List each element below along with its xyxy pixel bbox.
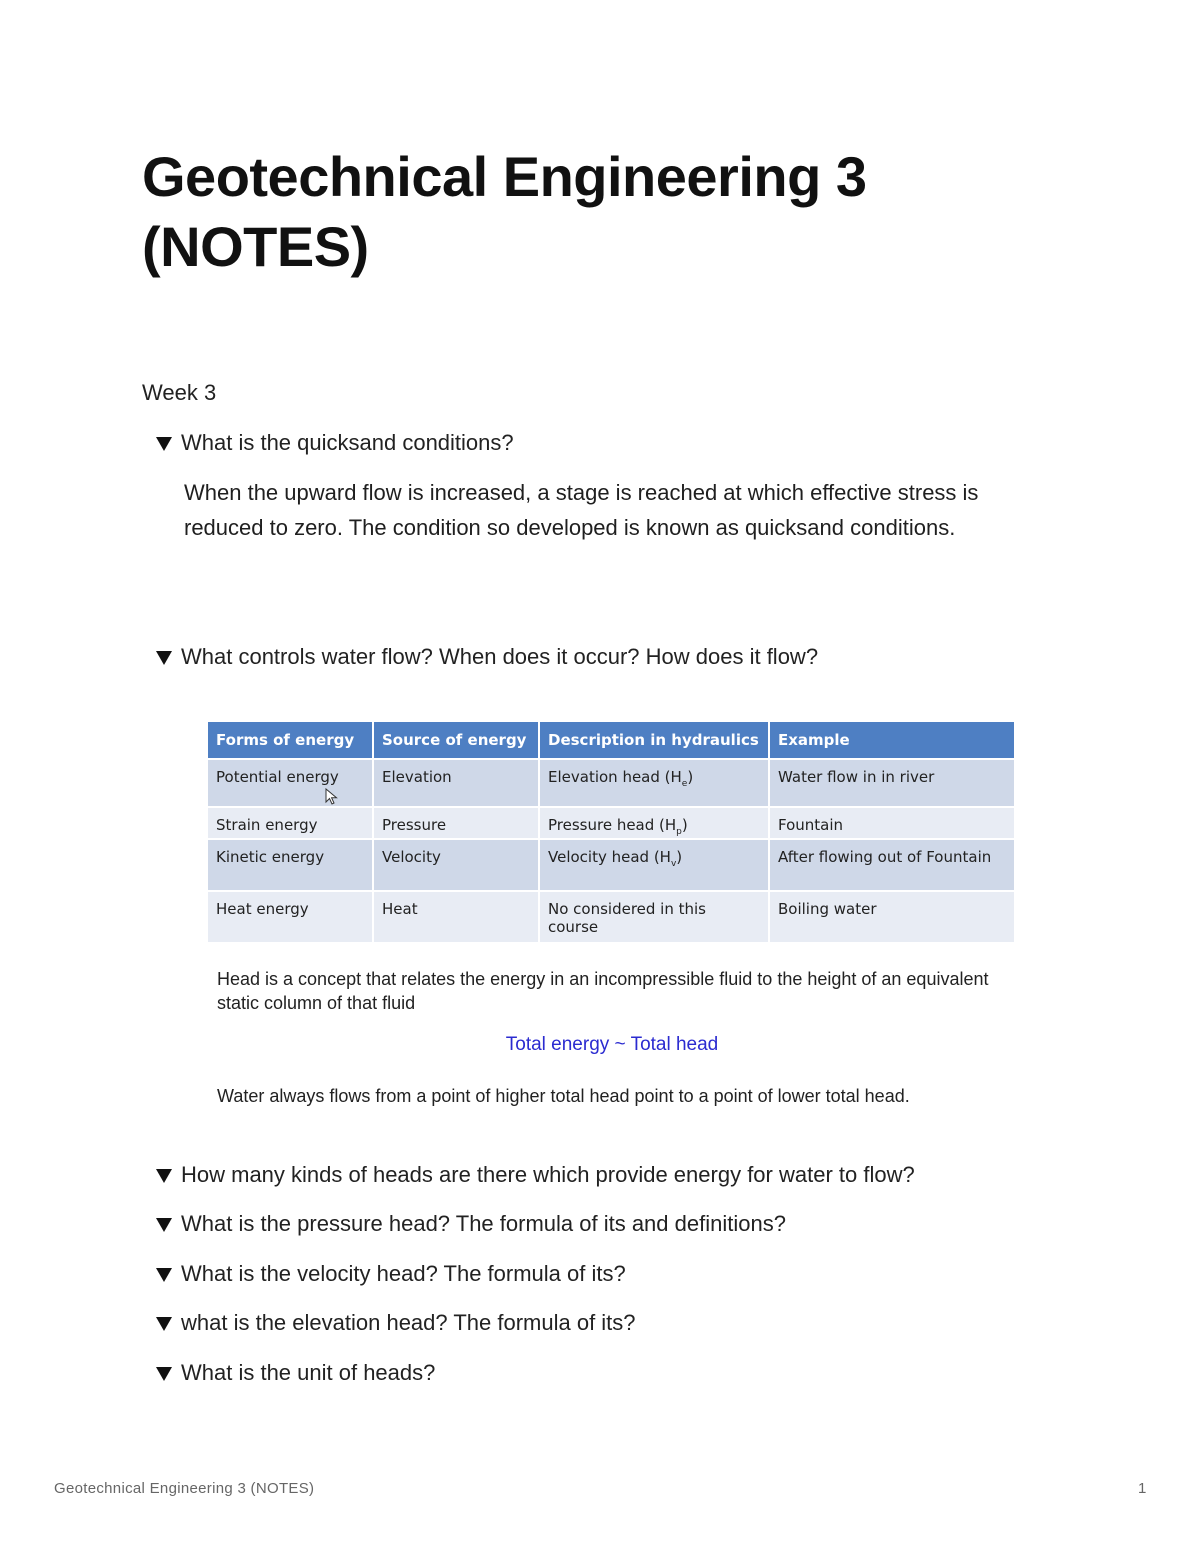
- table-cell: Elevation head $(H_e)$: [539, 759, 769, 807]
- toggle-triangle-icon[interactable]: [156, 1268, 172, 1282]
- toggle-triangle-icon[interactable]: [156, 1317, 172, 1331]
- head-definition-text: Head is a concept that relates the energy in an incompressible fluid to the height of an equivalent static column of that fluid: [217, 969, 989, 1013]
- toggle-question: How many kinds of heads are there which provide energy for water to flow?: [181, 1162, 915, 1187]
- page-number: 1: [1138, 1480, 1147, 1497]
- table-row: [208, 891, 1014, 943]
- toggle-question: what is the elevation head? The formula of its?: [181, 1310, 636, 1335]
- toggle-elevation-head[interactable]: [156, 1310, 636, 1336]
- table-cell: Water flow in in river: [769, 759, 1014, 807]
- toggle-question: What is the quicksand conditions?: [181, 430, 514, 455]
- table-row: [208, 807, 1014, 839]
- table-header: Example: [769, 722, 1014, 759]
- table-header: Source of energy: [373, 722, 539, 759]
- table-header: Forms of energy: [208, 722, 373, 759]
- table-header-row: [208, 722, 1014, 759]
- toggle-question: What controls water flow? When does it occur? How does it flow?: [181, 644, 819, 669]
- footer-title: Geotechnical Engineering 3 (NOTES): [54, 1480, 315, 1497]
- table-cell: Kinetic energy: [208, 839, 373, 891]
- toggle-question: What is the velocity head? The formula of its?: [181, 1261, 626, 1286]
- table-cell: Velocity head $(H_v)$: [539, 839, 769, 891]
- toggle-water-flow[interactable]: [156, 644, 818, 670]
- page-title: Geotechnical Engineering 3 (NOTES): [142, 145, 867, 278]
- table-cell: After flowing out of Fountain: [769, 839, 1014, 891]
- table-row: [208, 839, 1014, 891]
- toggle-unit-of-heads[interactable]: [156, 1360, 435, 1386]
- toggle-quicksand[interactable]: [156, 430, 514, 456]
- table-cell: Elevation: [373, 759, 539, 807]
- head-subscript: v: [670, 859, 677, 869]
- total-energy-equation: Total energy ~ Total head: [505, 1034, 719, 1055]
- head-label: Elevation head (H: [548, 768, 682, 786]
- table-cell: Heat energy: [208, 891, 373, 943]
- energy-table: [208, 722, 1014, 944]
- table-cell: Pressure head $(H_p)$: [539, 807, 769, 839]
- head-label: Velocity head (H: [548, 848, 671, 866]
- table-cell: Velocity: [373, 839, 539, 891]
- toggle-triangle-icon[interactable]: [156, 1218, 172, 1232]
- toggle-question: What is the pressure head? The formula of its and definitions?: [181, 1211, 786, 1236]
- head-subscript: p: [676, 827, 682, 837]
- head-subscript: e: [681, 779, 688, 789]
- table-header: Description in hydraulics: [539, 722, 769, 759]
- table-cell: Fountain: [769, 807, 1014, 839]
- table-cell: Pressure: [373, 807, 539, 839]
- toggle-triangle-icon[interactable]: [156, 651, 172, 665]
- toggle-triangle-icon[interactable]: [156, 1169, 172, 1183]
- toggle-question: What is the unit of heads?: [181, 1360, 436, 1385]
- toggle-pressure-head[interactable]: [156, 1211, 786, 1237]
- toggle-kinds-of-heads[interactable]: [156, 1162, 915, 1188]
- energy-slide-image: [208, 722, 1016, 1122]
- table-cell: Strain energy: [208, 807, 373, 839]
- head-label: Pressure head (H: [548, 816, 677, 834]
- table-cell: No considered in this course: [539, 891, 769, 943]
- table-cell: Heat: [373, 891, 539, 943]
- mouse-cursor-icon: [325, 788, 339, 806]
- week-label: Week 3: [142, 380, 217, 405]
- toggle-triangle-icon[interactable]: [156, 437, 172, 451]
- table-cell: Potential energy: [208, 759, 373, 807]
- toggle-answer: When the upward flow is increased, a stage is reached at which effective stress is reduced to zero. The condition so developed is known as quicksand conditions.: [184, 480, 979, 540]
- toggle-velocity-head[interactable]: [156, 1261, 626, 1287]
- toggle-triangle-icon[interactable]: [156, 1367, 172, 1381]
- table-cell: Boiling water: [769, 891, 1014, 943]
- flow-rule-text: Water always flows from a point of higher total head point to a point of lower total head.: [217, 1086, 910, 1106]
